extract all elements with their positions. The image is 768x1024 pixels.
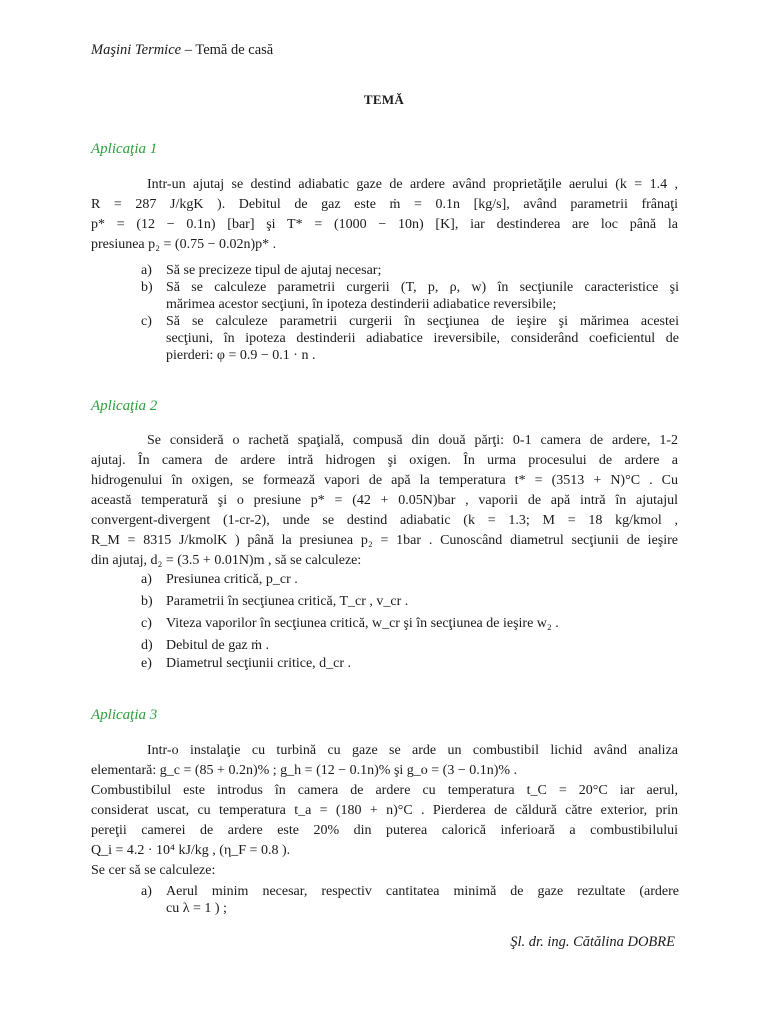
- app3-paragraph: [91, 741, 678, 881]
- item-text: Parametrii în secţiunea critică, T_cr , v_cr .: [166, 594, 409, 609]
- item-text: Viteza vaporilor în secţiunea critică, w_cr şi în secţiunea de ieşire w₂ .: [166, 616, 559, 631]
- app1-line: Intr-un ajutaj se destind adiabatic gaze de ardere având proprietăţile aerului (k = 1.4 ,: [147, 177, 678, 192]
- app1-line: R = 287 J/kgK ). Debitul de gaz este ṁ = 0.1n [kg/s], având parametrii frânaţi: [91, 197, 678, 212]
- app3-line: Intr-o instalaţie cu turbină cu gaze se arde un combustibil lichid având analiza: [147, 743, 678, 758]
- item-text: pierderi: φ = 0.9 − 0.1 · n .: [166, 348, 316, 363]
- app1-line: presiunea p₂ = (0.75 − 0.02n)p* .: [91, 237, 277, 252]
- item-label: a): [141, 572, 152, 587]
- item-label: b): [141, 594, 153, 609]
- item-text: Debitul de gaz ṁ .: [166, 638, 270, 653]
- item-label: d): [141, 638, 153, 653]
- item-text: Să se precizeze tipul de ajutaj necesar;: [166, 263, 382, 278]
- item-label: a): [141, 884, 152, 899]
- item-text: Să se calculeze parametrii curgerii în secţiunea de ieşire şi mărimea acestei: [166, 314, 679, 329]
- app2-line: ajutaj. În camera de ardere intră hidrogen şi oxigen. În urma procesului de ardere a: [91, 453, 678, 468]
- app2-paragraph: [91, 431, 678, 571]
- page-title: TEMĂ: [363, 92, 405, 107]
- app2-line: această temperatură şi o presiune p* = (42 + 0.05N)bar , vaporii de apă intră în ajutajul: [91, 493, 678, 508]
- item-text: cu λ = 1 ) ;: [166, 901, 227, 916]
- app3-line: Q_i = 4.2 · 10⁴ kJ/kg , (η_F = 0.8 ).: [91, 843, 291, 858]
- app1-heading: Aplicaţia 1: [91, 141, 158, 157]
- item-label: a): [141, 263, 152, 278]
- app1-paragraph: [91, 175, 678, 255]
- header-separator: –: [181, 42, 196, 58]
- item-label: e): [141, 656, 152, 671]
- app3-line: elementară: g_c = (85 + 0.2n)% ; g_h = (12 − 0.1n)% şi g_o = (3 − 0.1n)% .: [91, 763, 518, 778]
- app1-line: p* = (12 − 0.1n) [bar] şi T* = (1000 − 10n) [K], iar destinderea are loc până la: [91, 217, 678, 232]
- app3-heading: Aplicaţia 3: [91, 707, 158, 723]
- app2-line: hidrogenului în oxigen, se formează vapori de apă la temperatura t* = (3513 + N)°C . Cu: [91, 473, 678, 488]
- app3-line: Se cer să se calculeze:: [91, 863, 216, 878]
- app3-line: considerat uscat, cu temperatura t_a = (180 + n)°C . Pierderea de căldură către exterior, prin: [91, 803, 678, 818]
- app2-line: Se consideră o rachetă spaţială, compusă din două părţi: 0-1 camera de ardere, 1-2: [147, 433, 678, 448]
- item-label: c): [141, 314, 152, 329]
- item-text: Diametrul secţiunii critice, d_cr .: [166, 656, 352, 671]
- item-label: c): [141, 616, 152, 631]
- page-header: [91, 42, 273, 59]
- app2-heading: Aplicaţia 2: [91, 398, 158, 414]
- app2-line: R_M = 8315 J/kmolK ) până la presiunea p₂ = 1bar . Cunoscând diametrul secţiunii de ieşire: [91, 533, 678, 548]
- header-label: Temă de casă: [195, 42, 274, 58]
- item-text: secţiuni, în ipoteza destinderii adiabatice ireversibile, considerând coeficientul de: [166, 331, 679, 346]
- header-course: Maşini Termice: [91, 42, 182, 58]
- item-text: Presiunea critică, p_cr .: [166, 572, 298, 587]
- author-signature: Şl. dr. ing. Cătălina DOBRE: [510, 934, 675, 950]
- item-text: Aerul minim necesar, respectiv cantitatea minimă de gaze rezultate (ardere: [166, 884, 679, 899]
- app3-line: Combustibilul este introdus în camera de ardere cu temperatura t_C = 20°C iar aerul,: [91, 783, 678, 798]
- item-text: Să se calculeze parametrii curgerii (T, p, ρ, w) în secţiunile caracteristice şi: [166, 280, 679, 295]
- item-text: mărimea acestor secţiuni, în ipoteza destinderii adiabatice reversibile;: [166, 297, 557, 312]
- app2-line: din ajutaj, d₂ = (3.5 + 0.01N)m , să se calculeze:: [91, 553, 362, 568]
- app3-line: pereţii camerei de ardere este 20% din puterea calorică inferioară a combustibilului: [91, 823, 678, 838]
- item-label: b): [141, 280, 153, 295]
- app2-line: convergent-divergent (1-cr-2), unde se destind adiabatic (k = 1.3; M = 18 kg/kmol ,: [91, 513, 678, 528]
